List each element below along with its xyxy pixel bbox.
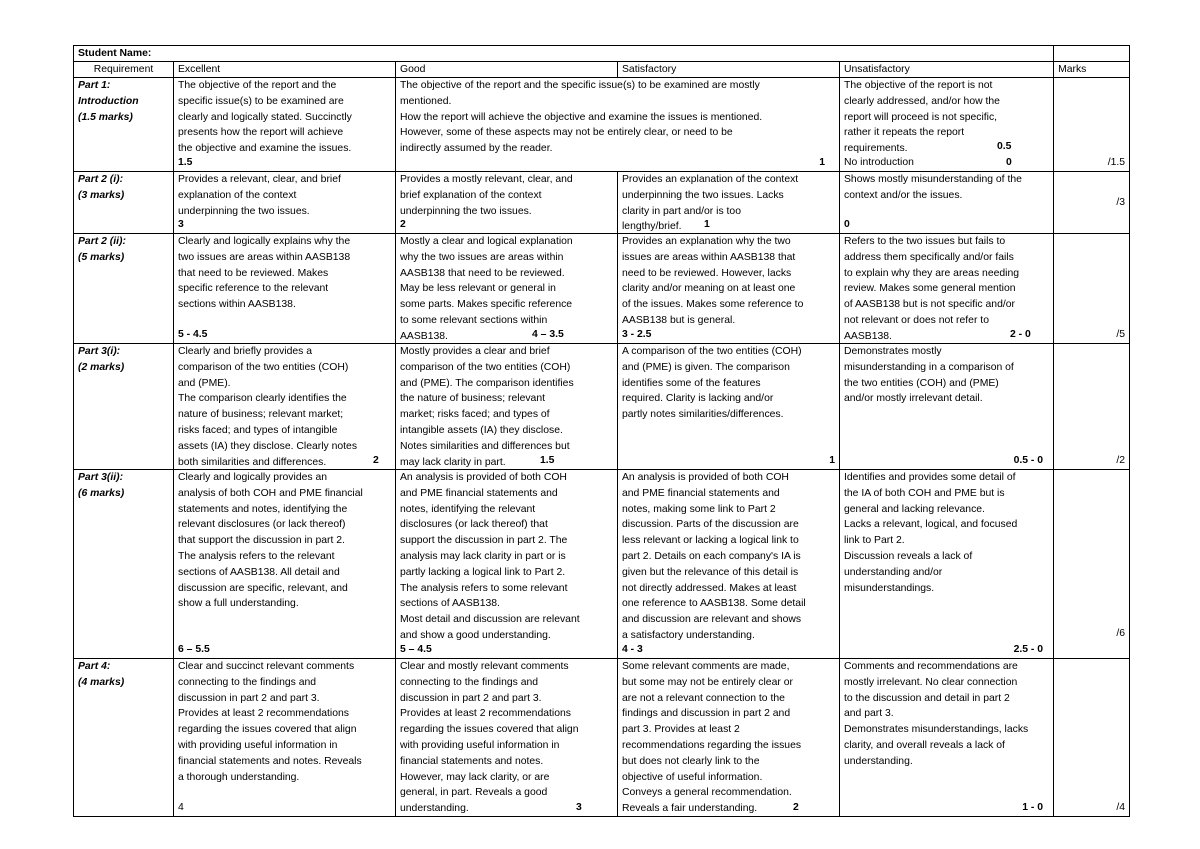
unsatisfactory-score: 1 - 0 (1022, 802, 1044, 814)
unsatisfactory-score: 2.5 - 0 (1013, 644, 1044, 656)
marks-cell: /4 (1054, 659, 1130, 817)
header-good: Good (396, 62, 618, 78)
good-cell (396, 344, 618, 470)
student-name-row (74, 46, 1130, 62)
good-text: Provides a mostly relevant, clear, and brief explanation of the context underpinning the two issues. (400, 174, 573, 217)
rubric-row-part-2i (74, 172, 1130, 234)
satisfactory-cell (618, 234, 840, 344)
excellent-cell (174, 78, 396, 172)
header-excellent: Excellent (174, 62, 396, 78)
satisfactory-score: 4 - 3 (622, 644, 643, 656)
excellent-cell (174, 659, 396, 817)
unsatisfactory-score: 2 - 0 (1010, 329, 1031, 341)
good-text: An analysis is provided of both COH and PME financial statements and notes, identifying the relevant disclosures (or lack thereof) that support the discussion in part 2. The analysis may lack clarity in part or is partly lacking a logical link to Part 2. The analysis refers to some relevant sections of AASB138. Most detail and discussion are relevant and show a good understanding. (400, 472, 580, 641)
unsatisfactory-cell (840, 78, 1054, 172)
satisfactory-score: 1 (704, 219, 710, 231)
good-text: Mostly provides a clear and brief comparison of the two entities (COH) and (PME). The comparison identifies the nature of business; relevant market; risks faced; and types of intangible assets (IA) they disclose. Notes similarities and differences but may lack clarity in part. (400, 346, 574, 468)
header-row (74, 62, 1130, 78)
excellent-score: 4 (178, 802, 184, 814)
header-unsatisfactory: Unsatisfactory (840, 62, 1054, 78)
requirement-text: Part 4: (4 marks) (78, 661, 125, 688)
satisfactory-text: A comparison of the two entities (COH) and (PME) is given. The comparison identifies some of the features required. Clarity is lacking and/or partly notes similarities/differences. (622, 346, 802, 421)
requirement-cell (74, 659, 174, 817)
requirement-text: Part 2 (i): (3 marks) (78, 174, 125, 201)
excellent-text: Clearly and logically provides an analysis of both COH and PME financial statements and notes, identifying the relevant disclosures (or lack thereof) that support the discussion in part 2. The analysis refers to the relevant sections of AASB138. All detail and discussion are specific, relevant, and show a full understanding. (178, 472, 363, 610)
good-score: 4 – 3.5 (532, 329, 564, 341)
unsatisfactory-score: 0.5 - 0 (1013, 455, 1044, 467)
satisfactory-cell (618, 344, 840, 470)
unsatisfactory-text: Comments and recommendations are mostly irrelevant. No clear connection to the discussion and detail in part 2 and part 3. Demonstrates misunderstandings, lacks clarity, and overall reveals a lack of understanding. (844, 661, 1029, 767)
excellent-text: Clearly and logically explains why the two issues are areas within AASB138 that need to be reviewed. Makes specific reference to the relevant sections within AASB138. (178, 236, 351, 311)
student-name-marks-cell (1054, 46, 1130, 62)
rubric-row-part-3i (74, 344, 1130, 470)
unsatisfactory-text-2: No introduction (844, 157, 914, 169)
marking-rubric-table (73, 45, 1130, 817)
good-text: Clear and mostly relevant comments connecting to the findings and discussion in part 2 and part 3. Provides at least 2 recommendations regarding the issues covered that align with providing useful information in financial statements and notes. However, may lack clarity, or are general, in part. Reveals a good understanding. (400, 661, 579, 815)
excellent-text: Clearly and briefly provides a comparison of the two entities (COH) and (PME). The comparison clearly identifies the nature of business; relevant market; risks faced; and types of intangible assets (IA) they disclose. Clearly notes both similarities and differences. (178, 346, 358, 468)
requirement-text: Part 3(i): (2 marks) (78, 346, 125, 373)
unsatisfactory-cell (840, 470, 1054, 659)
rubric-row-part-2ii (74, 234, 1130, 344)
rubric-row-part-1 (74, 78, 1130, 172)
marks-cell: /6 (1054, 470, 1130, 659)
satisfactory-text: Some relevant comments are made, but some may not be entirely clear or are not a relevant connection to the findings and discussion in part 2 and part 3. Provides at least 2 recommendations regarding the issues but does not clearly link to the objective of useful information. Conveys a general recommendation. Reveals a fair understanding. (622, 661, 802, 815)
unsatisfactory-text: Demonstrates mostly misunderstanding in a comparison of the two entities (COH) and (PME) and/or mostly irrelevant detail. (844, 346, 1014, 405)
good-cell (396, 172, 618, 234)
header-requirement: Requirement (74, 62, 174, 78)
excellent-score: 2 (373, 455, 379, 467)
excellent-score: 1.5 (178, 157, 193, 169)
unsatisfactory-text: Identifies and provides some detail of the IA of both COH and PME but is general and lacking relevance. Lacks a relevant, logical, and focused link to Part 2. Discussion reveals a lack of understanding and/or misunderstandings. (844, 472, 1018, 594)
excellent-score: 3 (178, 219, 184, 231)
excellent-score: 5 - 4.5 (178, 329, 208, 341)
satisfactory-cell (618, 470, 840, 659)
satisfactory-cell (618, 172, 840, 234)
unsatisfactory-cell (840, 659, 1054, 817)
good-cell (396, 234, 618, 344)
unsatisfactory-cell (840, 234, 1054, 344)
good-satisfactory-text: The objective of the report and the specific issue(s) to be examined are mostly mentioned. How the report will achieve the objective and examine the issues is mentioned. However, some of these aspects may not be entirely clear, or need to be indirectly assumed by the reader. (400, 80, 763, 155)
requirement-cell (74, 172, 174, 234)
unsatisfactory-cell (840, 344, 1054, 470)
good-text: Mostly a clear and logical explanation why the two issues are areas within AASB138 that need to be reviewed. May be less relevant or general in some parts. Makes specific reference to some relevant sections within AASB138. (400, 236, 573, 342)
requirement-cell (74, 470, 174, 659)
satisfactory-text: Provides an explanation why the two issues are areas within AASB138 that need to be reviewed. However, lacks clarity and/or meaning on at least one of the issues. Makes some reference to AASB138 but is general. (622, 236, 804, 326)
excellent-text: Provides a relevant, clear, and brief explanation of the context underpinning the two issues. (178, 174, 341, 217)
header-marks: Marks (1054, 62, 1130, 78)
good-score: 2 (400, 219, 406, 231)
unsatisfactory-cell (840, 172, 1054, 234)
good-cell (396, 470, 618, 659)
requirement-cell (74, 78, 174, 172)
satisfactory-score: 2 (793, 802, 799, 814)
satisfactory-cell (618, 659, 840, 817)
requirement-text: Part 2 (ii): (5 marks) (78, 236, 126, 263)
good-satisfactory-cell (396, 78, 840, 172)
good-satisfactory-score: 1 (819, 157, 825, 169)
good-cell (396, 659, 618, 817)
marks-cell: /2 (1054, 344, 1130, 470)
satisfactory-text: Provides an explanation of the context underpinning the two issues. Lacks clarity in part and/or is too lengthy/brief. (622, 174, 799, 233)
excellent-text: The objective of the report and the specific issue(s) to be examined are clearly and logically stated. Succinctly presents how the report will achieve the objective and examine the issues. (178, 80, 352, 155)
excellent-text: Clear and succinct relevant comments connecting to the findings and discussion in part 2 and part 3. Provides at least 2 recommendations regarding the issues covered that align with providing useful information in financial statements and notes. Reveals a thorough understanding. (178, 661, 362, 783)
excellent-cell (174, 234, 396, 344)
student-name-label: Student Name: (74, 46, 1054, 62)
unsatisfactory-score-a: 0.5 (997, 141, 1012, 153)
excellent-cell (174, 172, 396, 234)
satisfactory-score: 1 (829, 455, 835, 467)
satisfactory-score: 3 - 2.5 (622, 329, 652, 341)
excellent-cell (174, 470, 396, 659)
marks-cell: /5 (1054, 234, 1130, 344)
excellent-cell (174, 344, 396, 470)
good-score: 5 – 4.5 (400, 644, 432, 656)
requirement-cell (74, 234, 174, 344)
unsatisfactory-text: The objective of the report is not clearly addressed, and/or how the report will proceed is not specific, rather it repeats the report requirements. (844, 80, 1000, 155)
good-score: 1.5 (540, 455, 555, 467)
unsatisfactory-score-b: 0 (1006, 157, 1012, 169)
rubric-row-part-3ii (74, 470, 1130, 659)
rubric-row-part-4 (74, 659, 1130, 817)
satisfactory-text: An analysis is provided of both COH and PME financial statements and notes, making some link to Part 2 discussion. Parts of the discussion are less relevant or lacking a logical link to part 2. Details on each company's IA is given but the relevance of this detail is not directly addressed. Makes at least one reference to AASB138. Some detail and discussion are relevant and shows a satisfactory understanding. (622, 472, 806, 641)
unsatisfactory-score: 0 (844, 219, 850, 231)
marks-cell: /1.5 (1054, 78, 1130, 172)
unsatisfactory-text: Shows mostly misunderstanding of the context and/or the issues. (844, 174, 1022, 201)
unsatisfactory-text: Refers to the two issues but fails to address them specifically and/or fails to explain why they are areas needing review. Makes some general mention of AASB138 but is not specific and/or not relevant or does not refer to AASB138. (844, 236, 1020, 342)
requirement-text: Part 1: Introduction (1.5 marks) (78, 80, 139, 123)
marks-cell: /3 (1054, 172, 1130, 234)
requirement-text: Part 3(ii): (6 marks) (78, 472, 125, 499)
requirement-cell (74, 344, 174, 470)
header-satisfactory: Satisfactory (618, 62, 840, 78)
excellent-score: 6 – 5.5 (178, 644, 210, 656)
good-score: 3 (576, 802, 582, 814)
